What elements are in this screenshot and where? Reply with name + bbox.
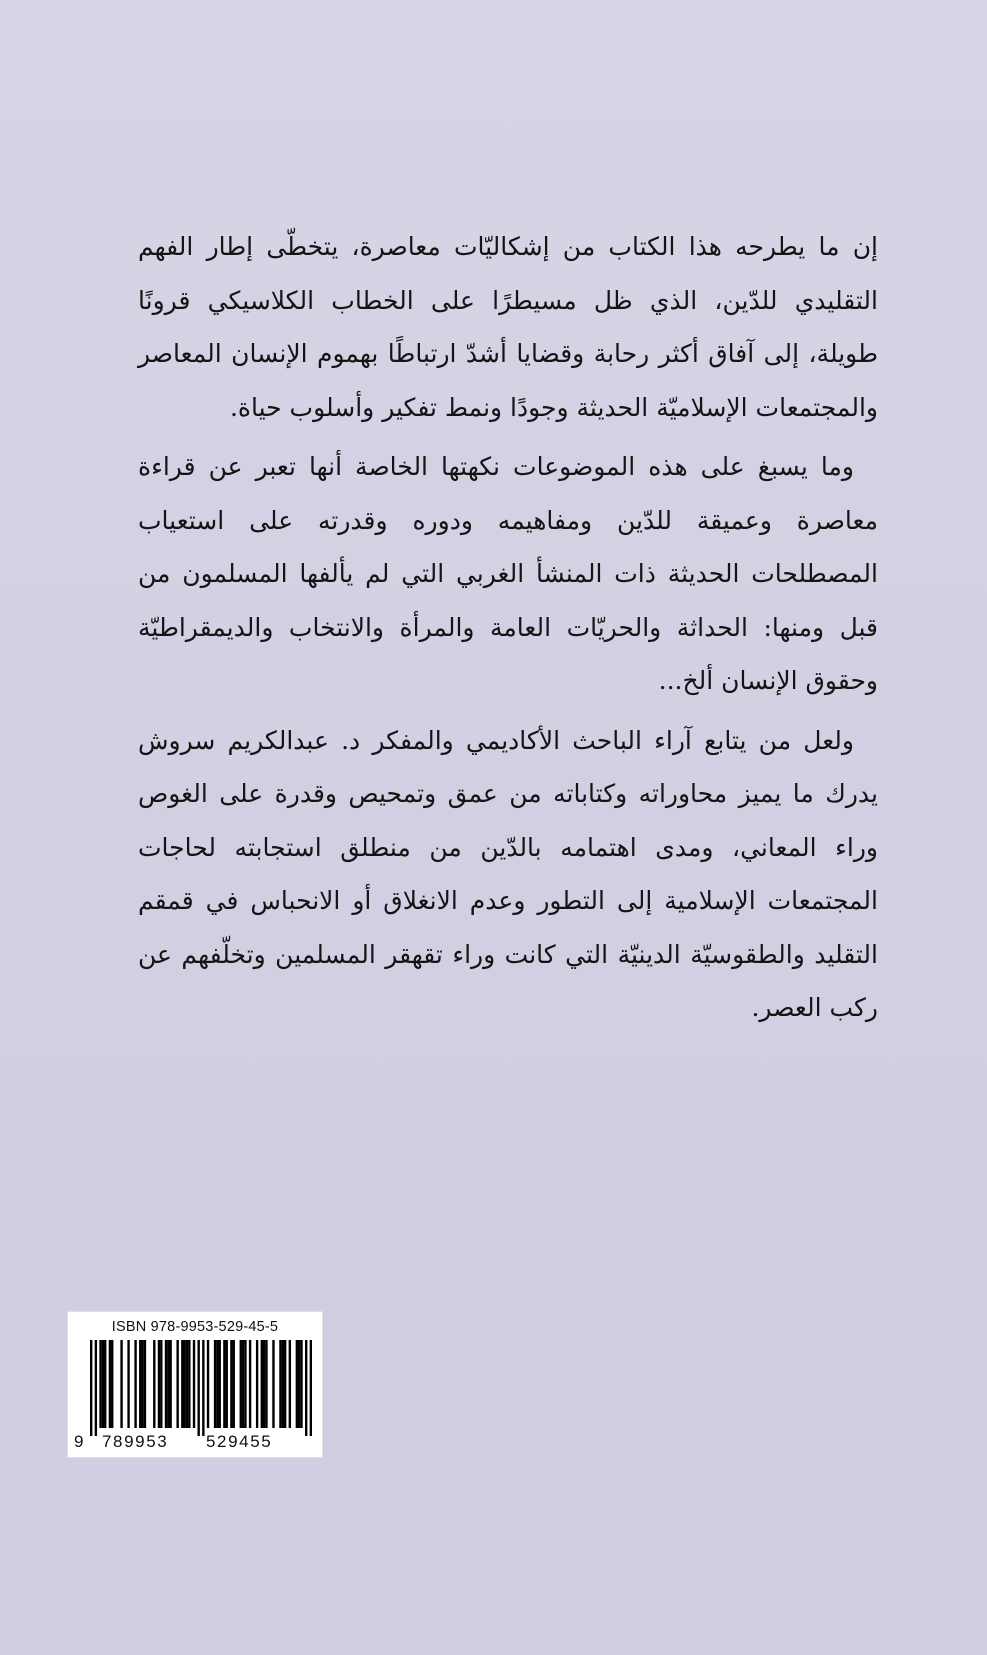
barcode-bar xyxy=(90,1340,92,1436)
barcode-bar xyxy=(158,1340,160,1428)
barcode-bar xyxy=(310,1340,312,1436)
barcode-bar xyxy=(176,1340,178,1428)
barcode-bar xyxy=(249,1340,251,1428)
barcode-bar xyxy=(160,1340,162,1428)
barcode-bar xyxy=(240,1340,242,1428)
barcode-digits xyxy=(72,1430,318,1452)
barcode-bar xyxy=(197,1340,199,1436)
barcode-bar xyxy=(207,1340,209,1428)
barcode-bar xyxy=(223,1340,225,1428)
barcode-bar xyxy=(230,1340,232,1428)
barcode-digit-lead: 9 xyxy=(74,1432,84,1451)
barcode-bar xyxy=(233,1340,235,1428)
barcode-graphic xyxy=(90,1340,312,1436)
barcode-bar xyxy=(95,1340,97,1436)
blurb-paragraph-1: إن ما يطرحه هذا الكتاب من إشكاليّات معاصرة، يتخطّى إطار الفهم التقليدي للدّين، الذي ظل مسيطرًا على الخطاب الكلاسيكي قرونًا طويلة، إلى آفاق أكثر رحابة وقضايا أشدّ ارتباطًا بهموم الإنسان المعاصر والمجتمعات الإسلاميّة الحديثة وجودًا ونمط تفكير وأسلوب حياة. xyxy=(138,232,878,422)
barcode-bar xyxy=(188,1340,190,1428)
barcode-bar xyxy=(99,1340,101,1428)
blurb-text xyxy=(138,220,878,1041)
barcode-bar xyxy=(272,1340,274,1428)
barcode-bar xyxy=(216,1340,218,1428)
barcode-bar xyxy=(263,1340,265,1428)
blurb-paragraph-3: ولعل من يتابع آراء الباحث الأكاديمي والمفكر د. عبدالكريم سروش يدرك ما يميز محاوراته وكتاباته من عمق وتمحيص وقدرة على الغوص وراء المعاني، ومدى اهتمامه بالدّين من منطلق استجابته لحاجات المجتمعات الإسلامية إلى التطور وعدم الانغلاق أو الانحباس في قمقم التقليد والطقوسيّة الدينيّة التي كانت وراء تقهقر المسلمين وتخلّفهم عن ركب العصر. xyxy=(138,725,878,1022)
barcode-bar xyxy=(169,1340,171,1428)
barcode-bar xyxy=(181,1340,183,1428)
isbn-barcode xyxy=(67,1311,323,1458)
barcode-bar xyxy=(109,1340,111,1428)
barcode-bar xyxy=(102,1340,104,1428)
barcode-bar xyxy=(219,1340,221,1428)
barcode-bar xyxy=(279,1340,281,1428)
barcode-bar xyxy=(183,1340,185,1428)
barcode-bar xyxy=(202,1340,204,1436)
barcode-bar xyxy=(141,1340,143,1428)
barcode-bar xyxy=(193,1340,195,1428)
blurb-paragraph-2: وما يسبغ على هذه الموضوعات نكهتها الخاصة أنها تعبر عن قراءة معاصرة وعميقة للدّين ومفاهيمه ودوره وقدرته على استعياب المصطلحات الحديثة ذات المنشأ الغربي التي لم يألفها المسلمون من قبل ومنها: الحداثة والحريّات العامة والمرأة والانتخاب والديمقراطيّة وحقوق الإنسان ألخ... xyxy=(138,452,878,695)
barcode-bar xyxy=(298,1340,300,1428)
barcode-bar xyxy=(144,1340,146,1428)
barcode-bar xyxy=(139,1340,141,1428)
barcode-bar xyxy=(153,1340,155,1428)
barcode-bar xyxy=(127,1340,129,1428)
barcode-bar xyxy=(226,1340,228,1428)
barcode-bar xyxy=(242,1340,244,1428)
barcode-bar xyxy=(289,1340,291,1428)
barcode-bar xyxy=(165,1340,167,1428)
barcode-digit-group-left: 789953 xyxy=(102,1432,169,1451)
barcode-bar xyxy=(186,1340,188,1428)
barcode-bar xyxy=(104,1340,106,1428)
barcode-bar xyxy=(111,1340,113,1428)
barcode-bar xyxy=(284,1340,286,1428)
barcode-bar xyxy=(167,1340,169,1428)
barcode-bar xyxy=(300,1340,302,1428)
barcode-bars xyxy=(90,1340,312,1436)
barcode-bar xyxy=(120,1340,122,1428)
barcode-bar xyxy=(256,1340,258,1428)
barcode-bar xyxy=(134,1340,136,1428)
barcode-bar xyxy=(214,1340,216,1428)
barcode-bar xyxy=(265,1340,267,1428)
barcode-bar xyxy=(244,1340,246,1428)
barcode-bar xyxy=(261,1340,263,1428)
isbn-label: ISBN 978-9953-529-45-5 xyxy=(111,1319,279,1335)
barcode-bar xyxy=(305,1340,307,1436)
barcode-digit-group-right: 529455 xyxy=(206,1432,273,1451)
barcode-bar xyxy=(296,1340,298,1428)
barcode-bar xyxy=(282,1340,284,1428)
